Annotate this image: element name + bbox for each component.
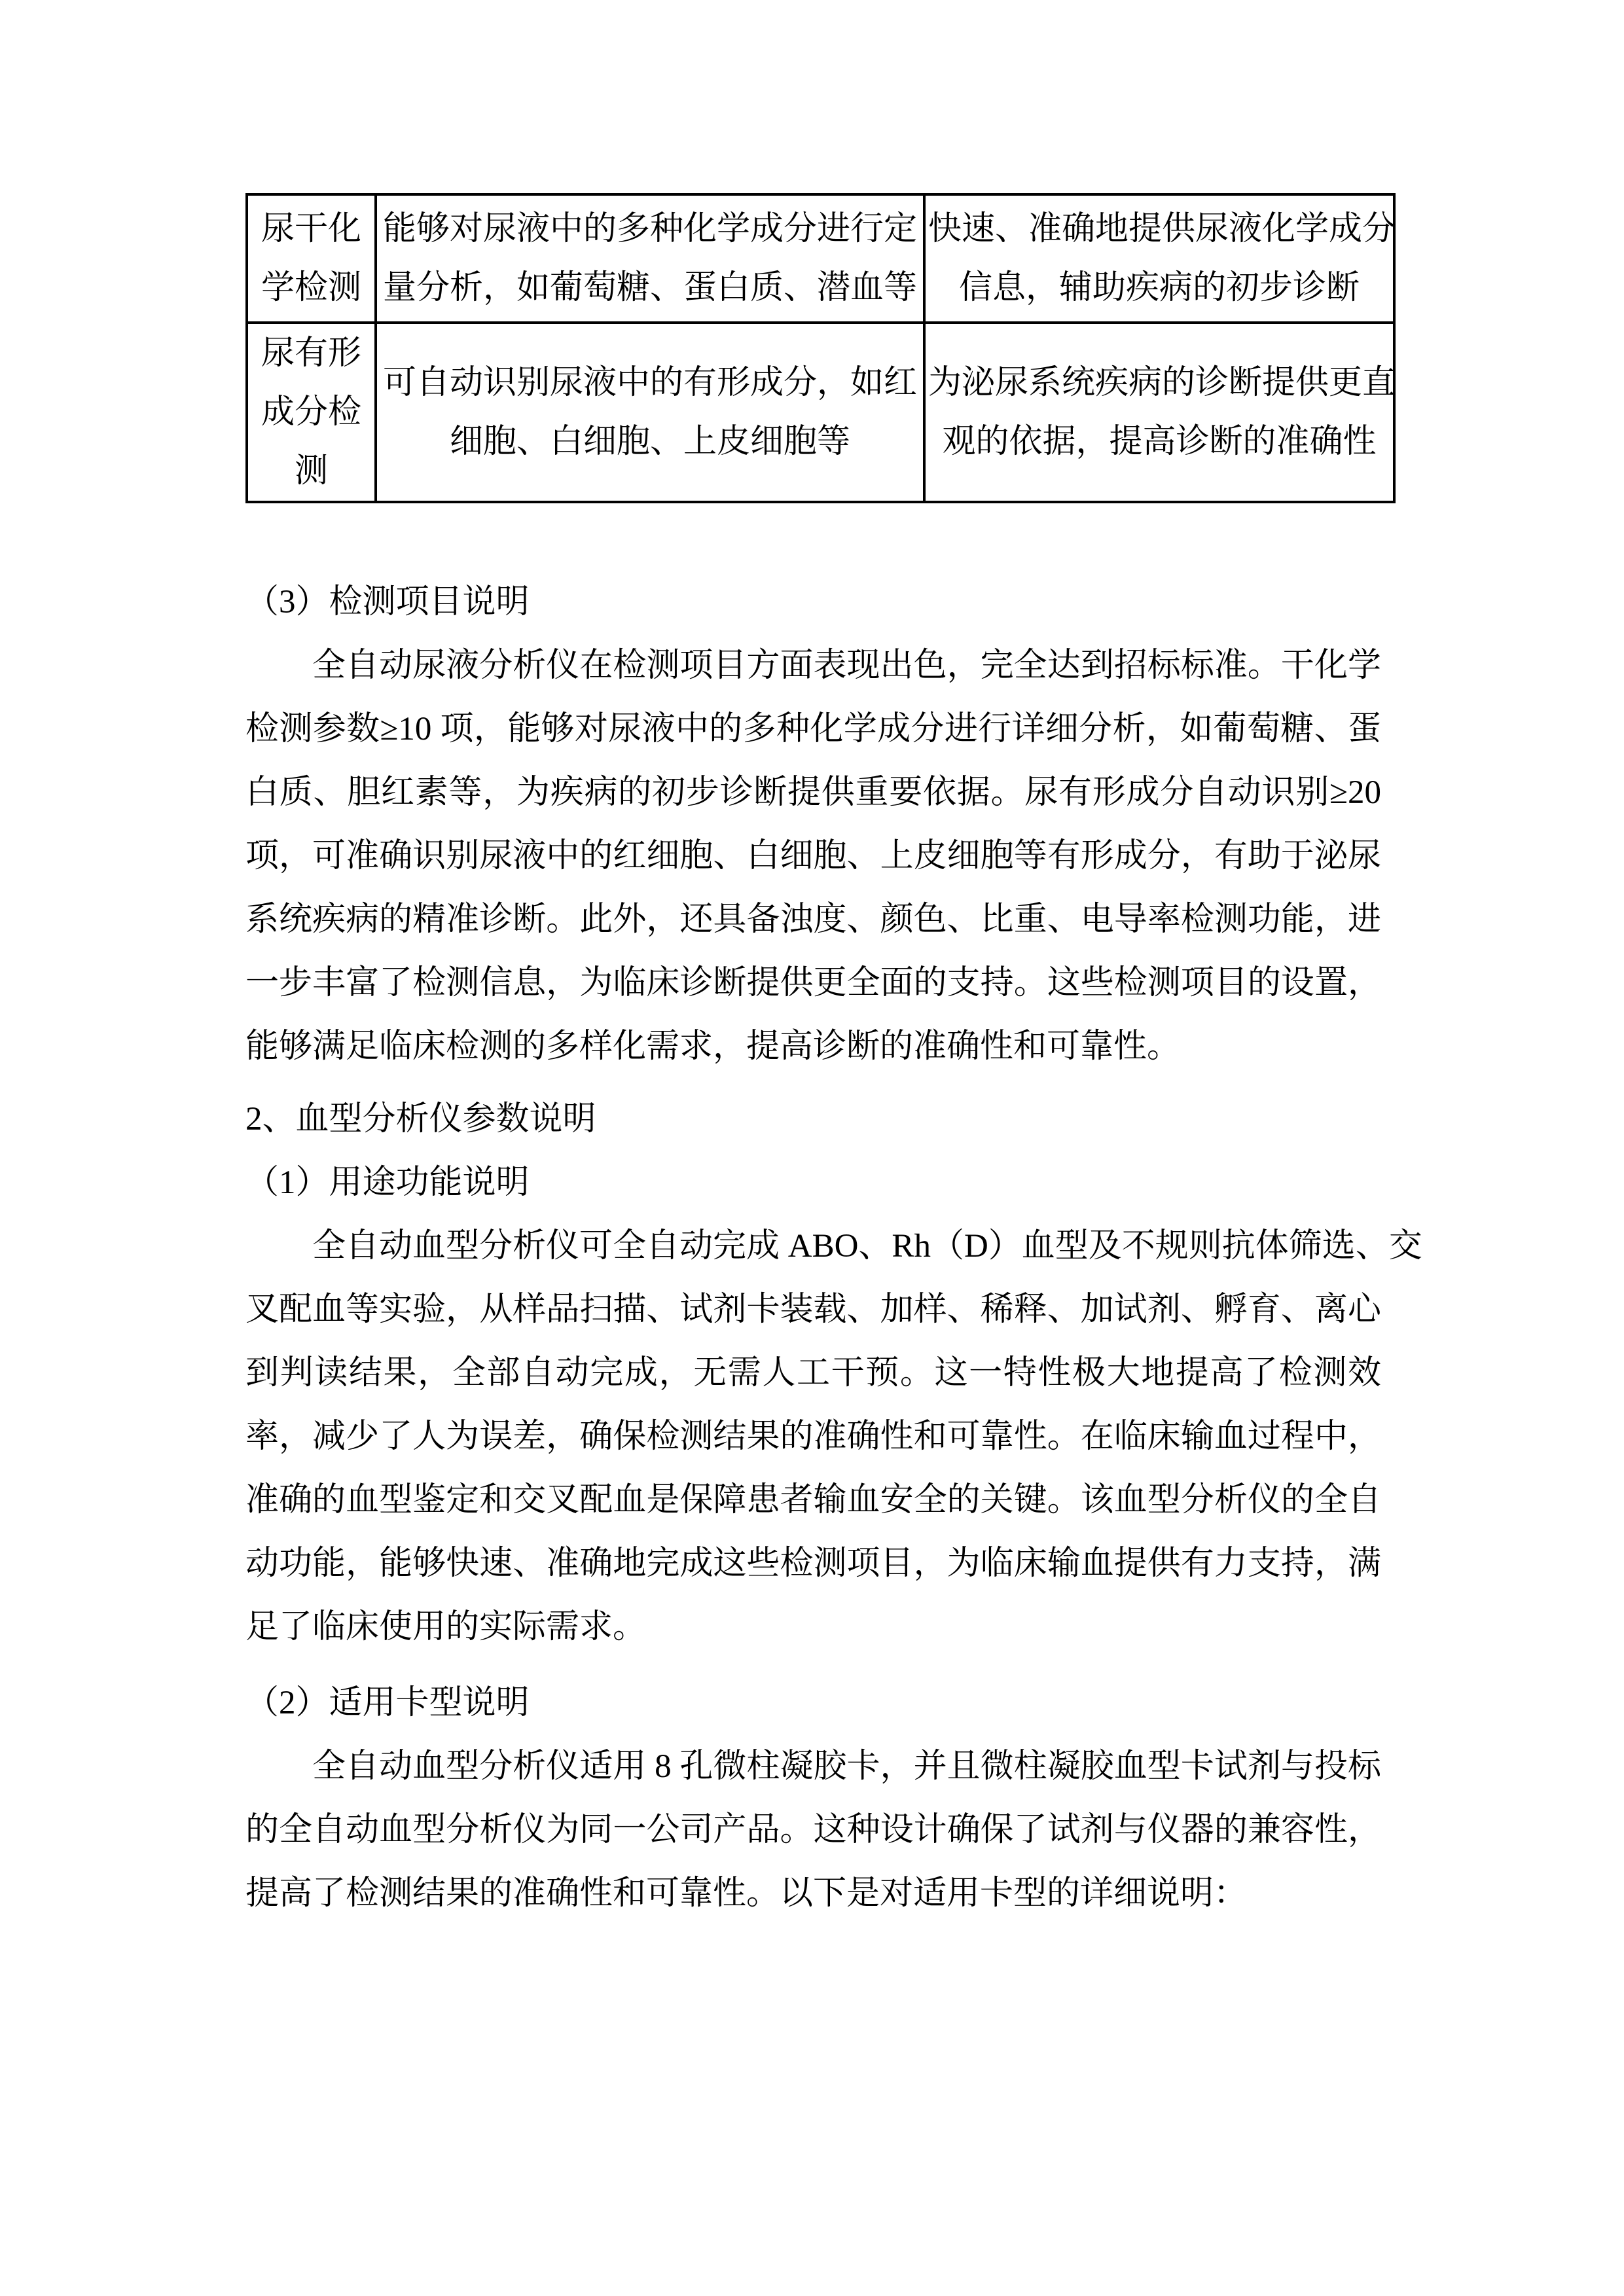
spec-table bbox=[245, 193, 1396, 503]
text-line: 测 bbox=[294, 453, 328, 490]
text-line: 成分检 bbox=[261, 394, 361, 431]
paragraph-usage-function bbox=[245, 1215, 1422, 1659]
paragraph-card-type bbox=[245, 1735, 1381, 1926]
text-line: 系统疾病的精准诊断。此外，还具备浊度、颜色、比重、电导率检测功能，进 bbox=[245, 901, 1381, 938]
text-line: 提高了检测结果的准确性和可靠性。以下是对适用卡型的详细说明： bbox=[245, 1875, 1248, 1912]
text-line: 能够对尿液中的多种化学成分进行定 bbox=[382, 211, 917, 247]
table-cell-benefit-desc bbox=[924, 194, 1394, 323]
heading-card-type: （2）适用卡型说明 bbox=[245, 1685, 530, 1721]
text-line: 到判读结果，全部自动完成，无需人工干预。这一特性极大地提高了检测效 bbox=[245, 1355, 1381, 1391]
text-line: 尿有形 bbox=[261, 335, 361, 372]
text-line: 的全自动血型分析仪为同一公司产品。这种设计确保了试剂与仪器的兼容性， bbox=[245, 1812, 1381, 1848]
table-cell-function-desc bbox=[376, 194, 924, 323]
table-row-dry-chemistry bbox=[247, 194, 1394, 323]
text-line: 检测参数≥10 项，能够对尿液中的多种化学成分进行详细分析，如葡萄糖、蛋 bbox=[245, 711, 1381, 747]
paragraph-detection-items bbox=[245, 634, 1381, 1079]
table-cell-item-name bbox=[247, 323, 376, 502]
text-line: 率，减少了人为误差，确保检测结果的准确性和可靠性。在临床输血过程中， bbox=[245, 1418, 1381, 1455]
text-line: 可自动识别尿液中的有形成分，如红 bbox=[382, 365, 917, 401]
text-line: 尿干化 bbox=[261, 211, 361, 247]
table-row-formed-elements bbox=[247, 323, 1394, 502]
text-line: 准确的血型鉴定和交叉配血是保障患者输血安全的关键。该血型分析仪的全自 bbox=[245, 1482, 1381, 1518]
text-line: 量分析，如葡萄糖、蛋白质、潜血等 bbox=[382, 270, 917, 306]
text-line: 一步丰富了检测信息，为临床诊断提供更全面的支持。这些检测项目的设置， bbox=[245, 965, 1381, 1001]
text-line: 信息，辅助疾病的初步诊断 bbox=[958, 270, 1360, 306]
text-line: 叉配血等实验，从样品扫描、试剂卡装载、加样、稀释、加试剂、孵育、离心 bbox=[245, 1291, 1381, 1328]
text-line: 全自动尿液分析仪在检测项目方面表现出色，完全达到招标标准。干化学 bbox=[312, 647, 1381, 684]
text-line: 能够满足临床检测的多样化需求，提高诊断的准确性和可靠性。 bbox=[245, 1028, 1181, 1065]
text-line: 足了临床使用的实际需求。 bbox=[245, 1609, 647, 1645]
text-line: 为泌尿系统疾病的诊断提供更直 bbox=[928, 365, 1396, 401]
text-line: 白质、胆红素等，为疾病的初步诊断提供重要依据。尿有形成分自动识别≥20 bbox=[245, 774, 1381, 811]
text-line: 全自动血型分析仪适用 8 孔微柱凝胶卡，并且微柱凝胶血型卡试剂与投标 bbox=[312, 1748, 1381, 1785]
text-line: 快速、准确地提供尿液化学成分 bbox=[928, 211, 1396, 247]
text-line: 细胞、白细胞、上皮细胞等 bbox=[449, 423, 850, 460]
table-cell-item-name bbox=[247, 194, 376, 323]
heading-detection-items: （3）检测项目说明 bbox=[245, 584, 530, 620]
text-line: 动功能，能够快速、准确地完成这些检测项目，为临床输血提供有力支持，满 bbox=[245, 1545, 1381, 1582]
heading-usage-function: （1）用途功能说明 bbox=[245, 1164, 530, 1201]
text-line: 学检测 bbox=[261, 270, 361, 306]
heading-bloodtype-analyzer-section: 2、血型分析仪参数说明 bbox=[245, 1101, 596, 1138]
text-line: 全自动血型分析仪可全自动完成 ABO、Rh（D）血型及不规则抗体筛选、交 bbox=[312, 1228, 1422, 1265]
table-cell-benefit-desc bbox=[924, 323, 1394, 502]
text-line: 项，可准确识别尿液中的红细胞、白细胞、上皮细胞等有形成分，有助于泌尿 bbox=[245, 838, 1381, 874]
table-cell-function-desc bbox=[376, 323, 924, 502]
text-line: 观的依据，提高诊断的准确性 bbox=[942, 423, 1377, 460]
